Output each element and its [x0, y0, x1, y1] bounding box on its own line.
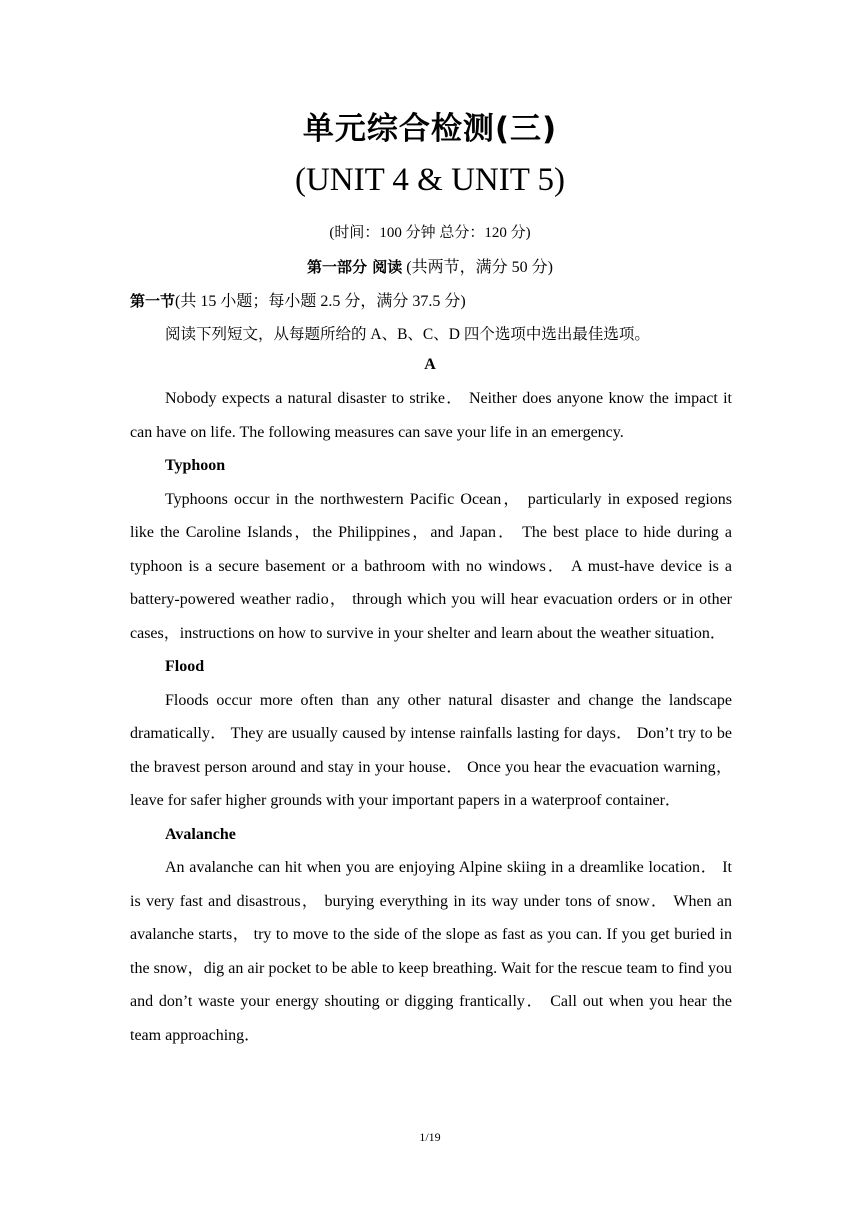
section-text-flood: Floods occur more often than any other natural disaster and change the landscape dramatically． They are usually caused by intense rainfalls lasting for days． Don’t try to be the bravest person around and stay in your house． Once you hear the evacuation warning， leave for safer higher grounds with your important papers in a waterproof container． [130, 691, 732, 809]
section-heading-avalanche: Avalanche [165, 825, 236, 843]
document-title: 单元综合检测(三) [302, 111, 558, 147]
section-heading [130, 288, 466, 311]
passage-letter: A [424, 356, 436, 373]
part-detail: (共两节，满分 50 分) [402, 259, 553, 276]
part-label: 第一部分 阅读 [307, 258, 403, 276]
page-number: 1/19 [419, 1130, 441, 1144]
exam-meta: (时间：100 分钟 总分：120 分) [329, 225, 531, 241]
document-subtitle: (UNIT 4 & UNIT 5) [294, 162, 566, 198]
section-detail: (共 15 小题；每小题 2.5 分，满分 37.5 分) [175, 293, 466, 310]
passage-body [130, 382, 732, 1052]
section-text-avalanche: An avalanche can hit when you are enjoying Alpine skiing in a dreamlike location． It is very fast and disastrous， burying everything in its way under tons of snow． When an avalanche starts， try to move to the side of the slope as fast as you can. If you get buried in the snow，dig an air pocket to be able to keep breathing. Wait for the rescue team to find you and don’t waste your energy shouting or digging frantically． Call out when you hear the team approaching． [130, 859, 733, 1044]
section-heading-flood: Flood [165, 658, 205, 675]
instruction-text: 阅读下列短文，从每题所给的 A、B、C、D 四个选项中选出最佳选项。 [165, 326, 650, 343]
section-label: 第一节 [130, 292, 176, 310]
section-heading-typhoon: Typhoon [165, 457, 226, 474]
part-heading [0, 254, 860, 277]
section-text-typhoon: Typhoons occur in the northwestern Pacific Ocean， particularly in exposed regions like the Caroline Islands，the Philippines，and Japan． The best place to hide during a typhoon is a secure basement or a bathroom with no windows． A must-have device is a battery-powered weather radio， through which you will hear evacuation orders or in other cases，instructions on how to survive in your shelter and learn about the weather situation． [130, 490, 732, 642]
passage-intro: Nobody expects a natural disaster to strike． Neither does anyone know the impact it can have on life. The following measures can save your life in an emergency. [130, 390, 732, 441]
